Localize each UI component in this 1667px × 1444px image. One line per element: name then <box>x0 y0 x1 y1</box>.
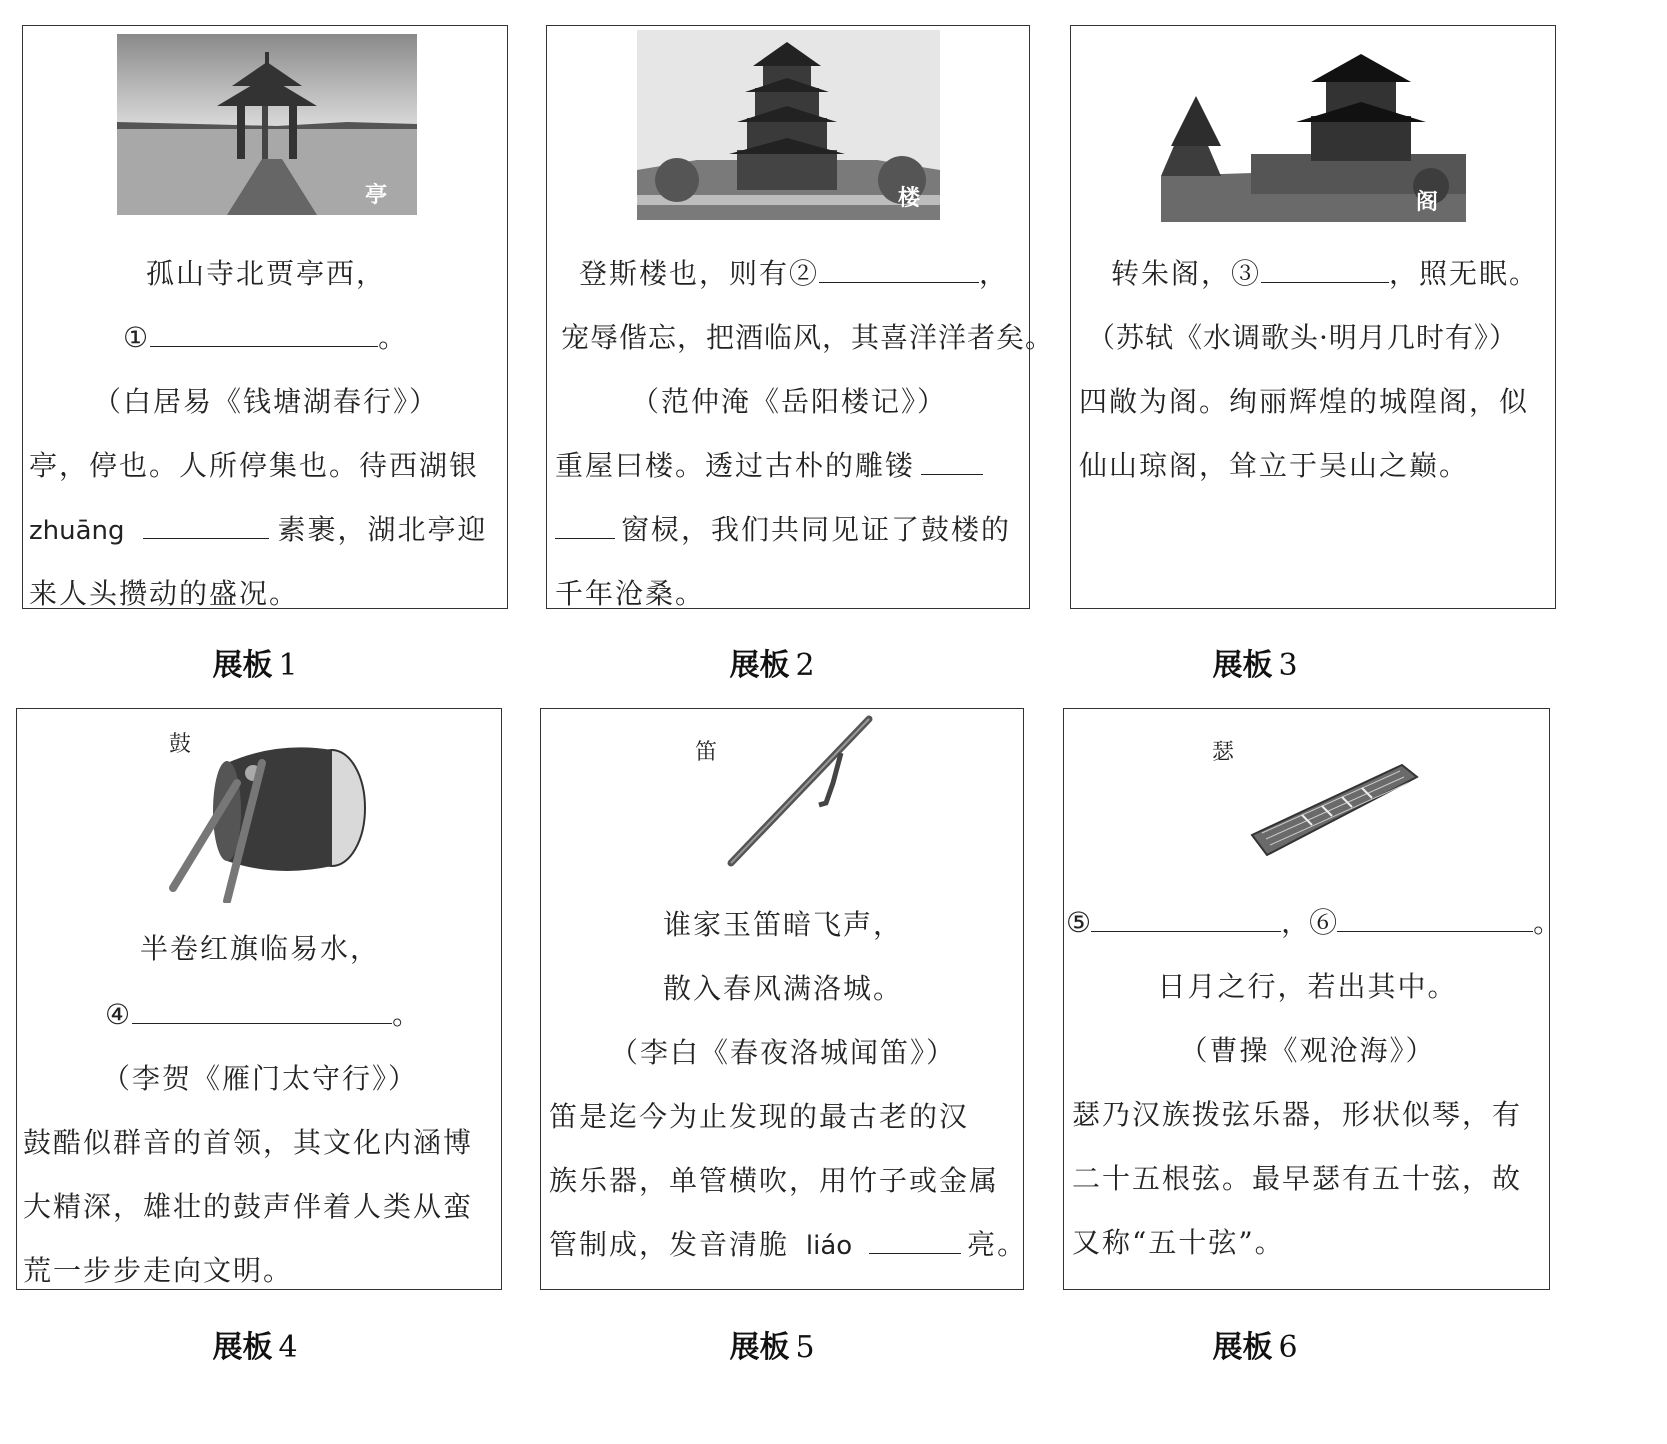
body-text-line: 四敞为阁。绚丽辉煌的城隍阁，似 <box>1079 385 1530 418</box>
image-label: 瑟 <box>1212 740 1235 765</box>
poem-blank-line <box>105 993 422 1033</box>
se-zither-icon <box>1242 755 1422 865</box>
image-tag: 阁 <box>1415 189 1438 215</box>
panel-1 <box>22 25 508 609</box>
punctuation: 。 <box>1533 906 1562 939</box>
poem-line: 宠辱偕忘，把酒临风，其喜洋洋者矣。 <box>561 321 1055 354</box>
pavilion-photo <box>117 34 417 215</box>
body-text-line: 族乐器，单管横吹，用竹子或金属 <box>549 1164 1000 1197</box>
answer-blank-char[interactable] <box>921 450 983 475</box>
poem-line: 日月之行，若出其中。 <box>1157 970 1458 1003</box>
body-text-line <box>555 444 983 484</box>
drum-icon <box>167 733 367 903</box>
body-text-line: 荒一步步走向文明。 <box>23 1254 294 1287</box>
panel-3 <box>1070 25 1556 609</box>
punctuation: ， <box>979 257 1010 290</box>
body-text-line: 瑟乃汉族拨弦乐器，形状似琴，有 <box>1072 1098 1523 1131</box>
blank-number: ① <box>123 321 151 354</box>
pinyin: zhuāng <box>29 516 125 546</box>
image-tag: 亭 <box>364 182 387 208</box>
source-citation: （李贺《雁门太守行》） <box>101 1062 418 1095</box>
answer-blank-2[interactable] <box>819 258 979 283</box>
flute-icon <box>721 713 881 873</box>
panel-caption: 展板 4 <box>212 1330 298 1365</box>
source-citation: （范仲淹《岳阳楼记》） <box>630 385 947 418</box>
source-citation: （李白《春夜洛城闻笛》） <box>609 1036 956 1069</box>
body-text: 窗棂，我们共同见证了鼓楼的 <box>621 513 1012 546</box>
panel-2 <box>546 25 1055 610</box>
body-text: 亮。 <box>967 1228 1028 1261</box>
answer-blank-1[interactable] <box>150 322 378 347</box>
poem-text: ，照无眠。 <box>1389 257 1540 290</box>
panel-6 <box>1063 708 1562 1290</box>
answer-blank-3[interactable] <box>1261 258 1389 283</box>
body-text-line: 又称“五十弦”。 <box>1072 1226 1285 1259</box>
punctuation: 。 <box>392 998 423 1031</box>
source-citation: （苏轼《水调歌头·明月几时有》） <box>1087 321 1518 354</box>
poem-blank-line <box>123 316 408 356</box>
panel-caption: 展板 6 <box>1212 1330 1298 1365</box>
panel-caption: 展板 1 <box>212 648 298 683</box>
poem-text: 登斯楼也，则有② <box>579 257 820 290</box>
image-label: 鼓 <box>169 732 192 757</box>
answer-blank-pinyin[interactable] <box>869 1229 961 1254</box>
body-text-line <box>555 508 1011 548</box>
image-tag: 楼 <box>897 185 920 211</box>
poem-text: ，⑥ <box>1281 906 1338 939</box>
panel-5 <box>540 708 1028 1290</box>
answer-blank-5[interactable] <box>1091 907 1281 932</box>
poem-line: 半卷红旗临易水， <box>139 932 380 965</box>
panel-caption: 展板 5 <box>729 1330 815 1365</box>
body-text-line: 大精深，雄壮的鼓声伴着人类从蛮 <box>23 1190 474 1223</box>
body-text: 重屋曰楼。透过古朴的雕镂 <box>555 449 916 482</box>
source-citation: （白居易《钱塘湖春行》） <box>92 385 439 418</box>
punctuation: 。 <box>378 321 409 354</box>
pinyin: liáo <box>805 1231 853 1261</box>
body-text-line: 二十五根弦。最早瑟有五十弦，故 <box>1072 1162 1523 1195</box>
body-text: 素裹，湖北亭迎 <box>277 513 488 546</box>
blank-number: ⑤ <box>1066 906 1092 939</box>
panel-caption: 展板 2 <box>729 648 815 683</box>
body-text-line: 鼓酷似群音的首领，其文化内涵博 <box>23 1126 474 1159</box>
body-text-line: 亭，停也。人所停集也。待西湖银 <box>29 449 480 482</box>
poem-blank-line <box>579 252 1009 292</box>
poem-blank-line <box>1111 252 1539 292</box>
answer-blank-pinyin[interactable] <box>143 514 269 539</box>
body-text-line <box>29 508 487 548</box>
image-label: 笛 <box>695 740 718 765</box>
answer-blank-6[interactable] <box>1337 907 1533 932</box>
answer-blank-4[interactable] <box>132 999 392 1024</box>
body-text-line: 千年沧桑。 <box>555 577 706 610</box>
body-text: 管制成，发音清脆 <box>549 1228 790 1261</box>
body-text-line: 来人头攒动的盛况。 <box>29 577 300 610</box>
blank-number: ④ <box>105 998 133 1031</box>
body-text-line: 仙山琼阁，耸立于吴山之巅。 <box>1079 449 1470 482</box>
poem-blank-line <box>1066 901 1561 941</box>
poem-text: 转朱阁，③ <box>1111 257 1262 290</box>
poem-line: 散入春风满洛城。 <box>662 972 903 1005</box>
tower-photo <box>637 30 940 220</box>
panel-4 <box>16 708 502 1290</box>
body-text-line <box>549 1223 1027 1263</box>
panel-caption: 展板 3 <box>1212 648 1298 683</box>
poem-line: 孤山寺北贾亭西， <box>145 257 386 290</box>
answer-blank-char-cont[interactable] <box>555 514 615 539</box>
poem-line: 谁家玉笛暗飞声， <box>662 908 903 941</box>
body-text-line: 笛是迄今为止发现的最古老的汉 <box>549 1100 970 1133</box>
pavilion-hall-photo <box>1161 36 1466 222</box>
source-citation: （曹操《观沧海》） <box>1179 1034 1436 1067</box>
